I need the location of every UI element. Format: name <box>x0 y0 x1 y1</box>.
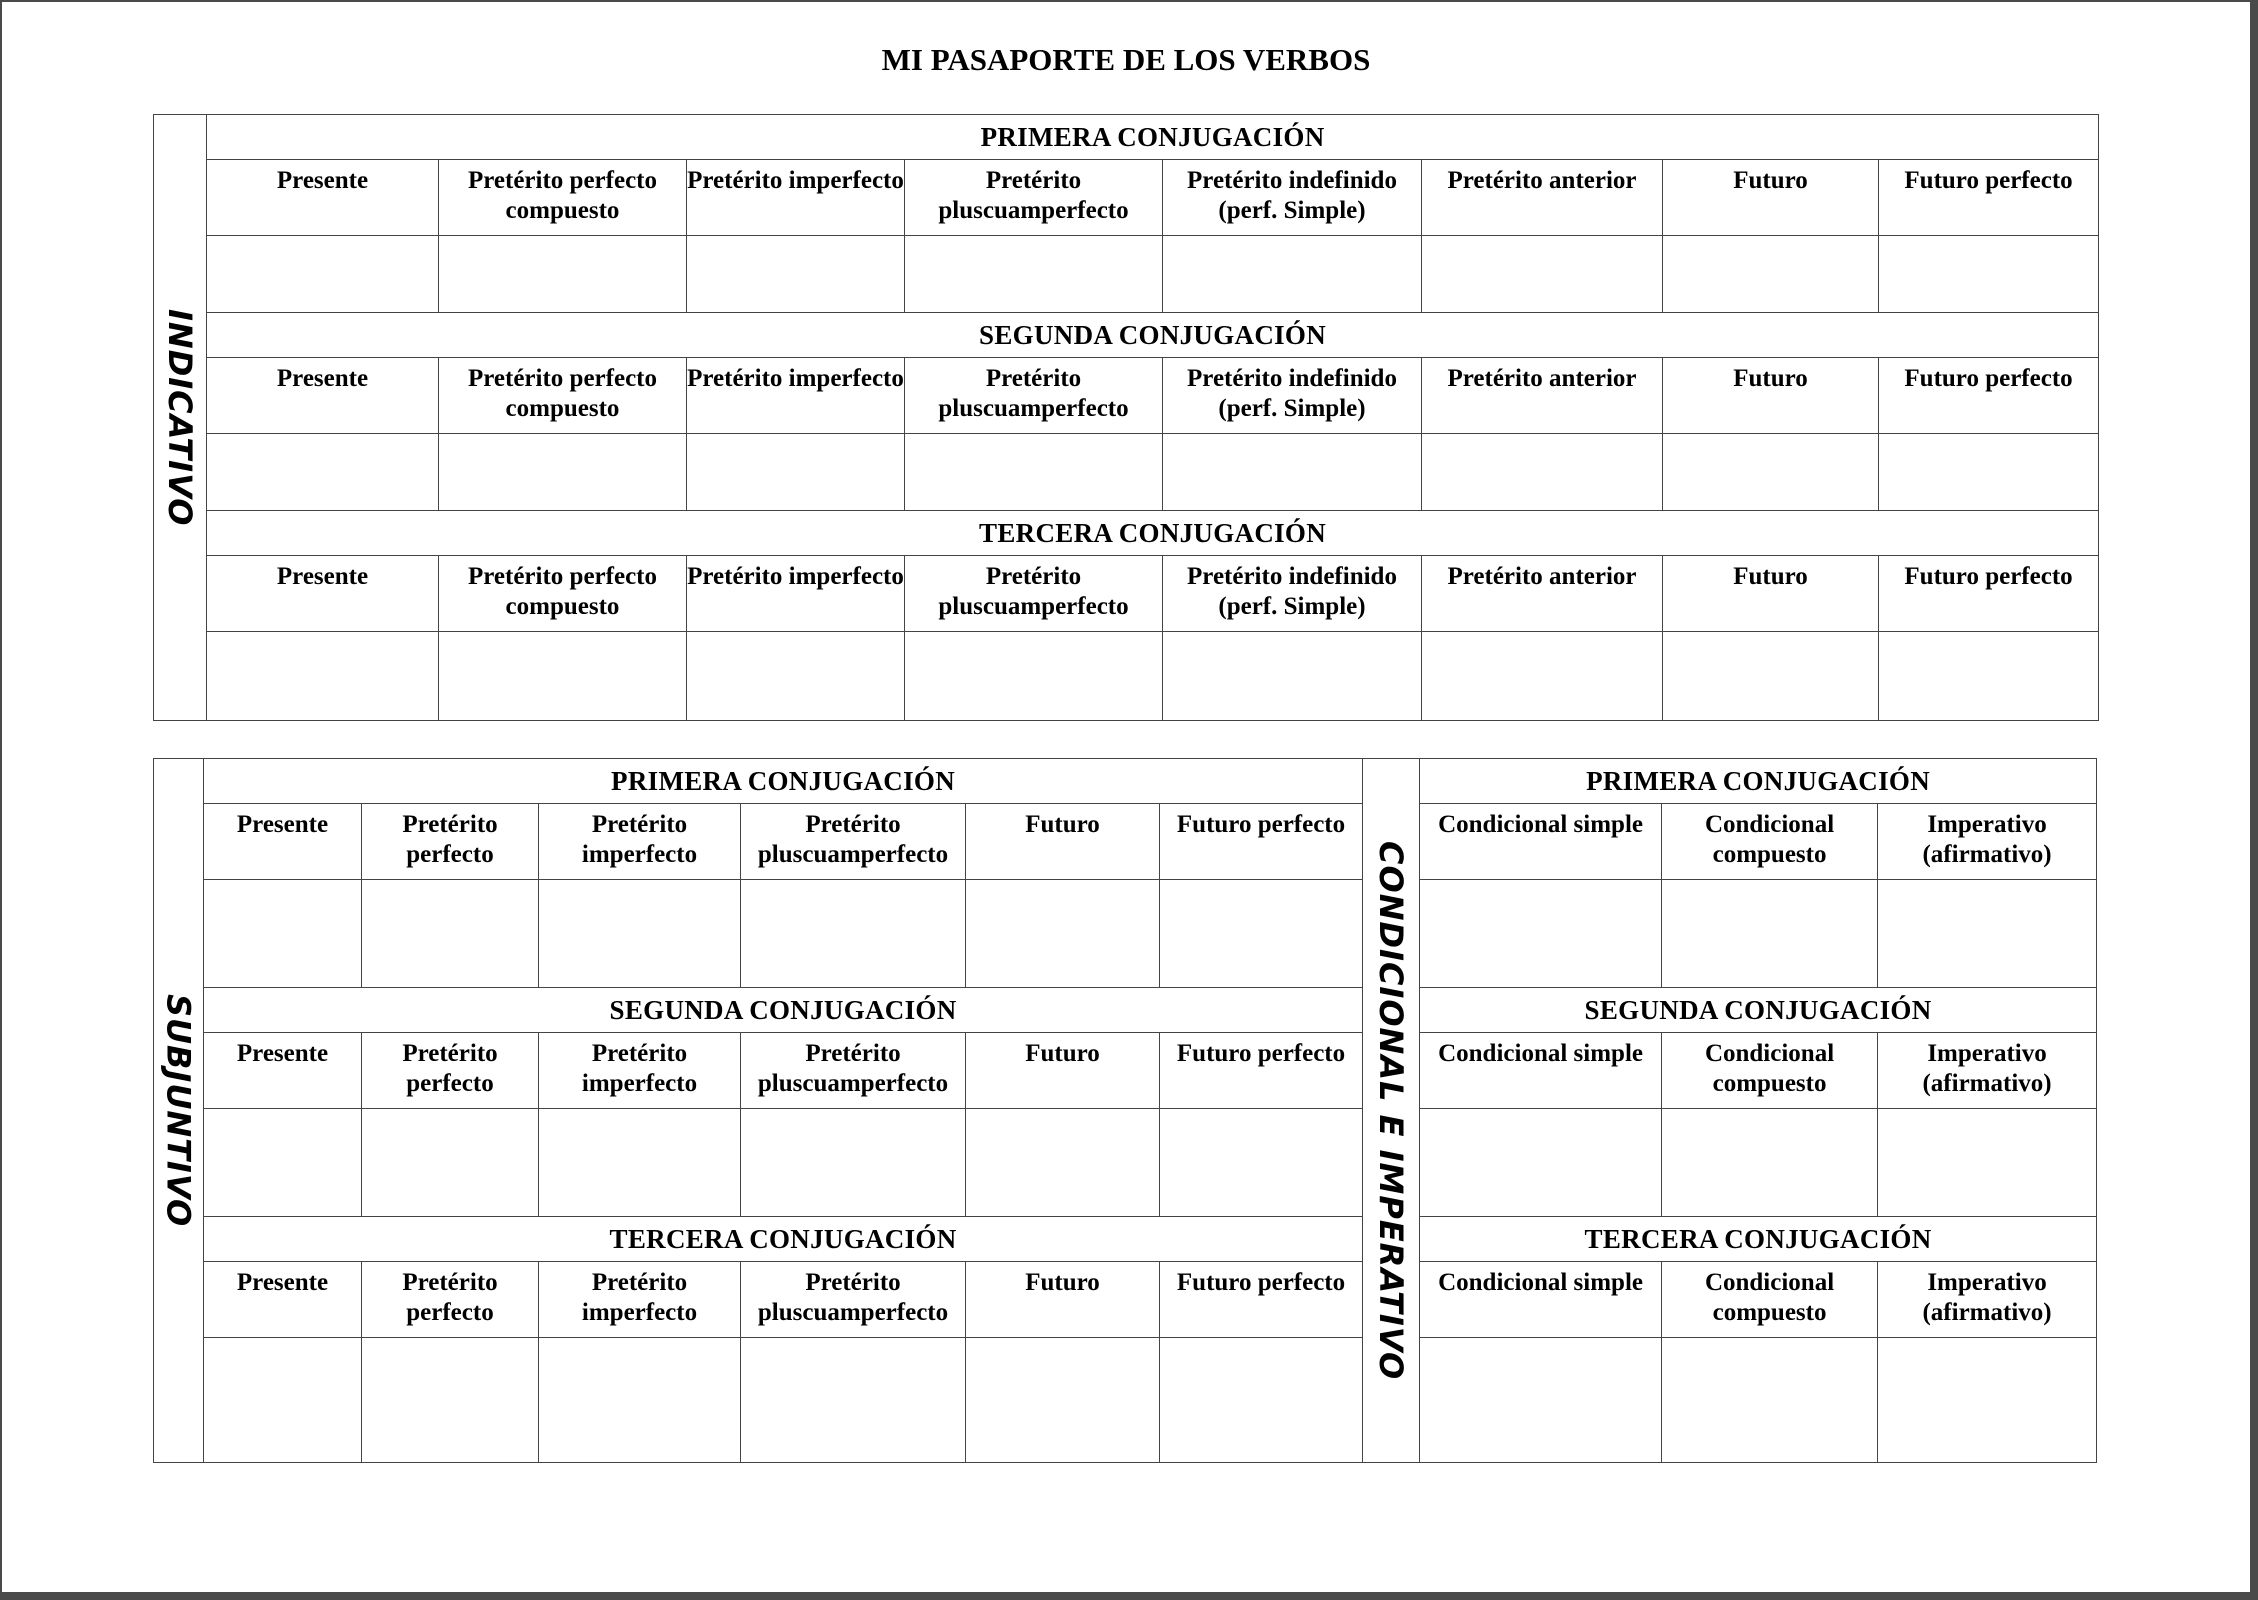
subjuntivo-col-futuro: Futuro <box>966 1262 1160 1338</box>
indicativo-col-pret-plusc: Pretérito pluscuamperfecto <box>905 556 1163 632</box>
answer-cell[interactable] <box>1663 632 1879 721</box>
indicativo-col-pret-indefinido: Pretérito indefinido (perf. Simple) <box>1163 358 1422 434</box>
answer-cell[interactable] <box>1420 1338 1662 1463</box>
indicativo-side-cell <box>154 115 207 721</box>
subjuntivo-col-pret-perfecto: Pretérito perfecto <box>362 1033 539 1109</box>
answer-cell[interactable] <box>1160 880 1363 988</box>
answer-cell[interactable] <box>966 1109 1160 1217</box>
indicativo-col-pret-perf-comp: Pretérito perfecto compuesto <box>439 160 687 236</box>
answer-cell[interactable] <box>687 236 905 313</box>
condicional-col-compuesto: Condicional compuesto <box>1662 804 1878 880</box>
indicativo-col-pret-perf-comp: Pretérito perfecto compuesto <box>439 358 687 434</box>
subjuntivo-col-futuro: Futuro <box>966 804 1160 880</box>
indicativo-col-pret-imperfecto: Pretérito imperfecto <box>687 160 905 236</box>
answer-cell[interactable] <box>1879 632 2099 721</box>
indicativo-col-pret-perf-comp: Pretérito perfecto compuesto <box>439 556 687 632</box>
indicativo-col-pret-indefinido: Pretérito indefinido (perf. Simple) <box>1163 160 1422 236</box>
indicativo-conj-1-header: PRIMERA CONJUGACIÓN <box>207 115 2099 160</box>
answer-cell[interactable] <box>1878 1338 2097 1463</box>
answer-cell[interactable] <box>741 1109 966 1217</box>
indicativo-conj-3-header: TERCERA CONJUGACIÓN <box>207 511 2099 556</box>
indicativo-col-pret-indefinido: Pretérito indefinido (perf. Simple) <box>1163 556 1422 632</box>
subjuntivo-col-futuro-perfecto: Futuro perfecto <box>1160 1033 1363 1109</box>
indicativo-col-pret-plusc: Pretérito pluscuamperfecto <box>905 358 1163 434</box>
answer-cell[interactable] <box>1879 434 2099 511</box>
answer-cell[interactable] <box>966 880 1160 988</box>
subjuntivo-col-pret-imperfecto: Pretérito imperfecto <box>539 804 741 880</box>
subjuntivo-label: SUBJUNTIVO <box>159 993 198 1228</box>
subjuntivo-col-pret-perfecto: Pretérito perfecto <box>362 804 539 880</box>
condicional-col-simple: Condicional simple <box>1420 1262 1662 1338</box>
answer-cell[interactable] <box>539 880 741 988</box>
condicional-col-compuesto: Condicional compuesto <box>1662 1033 1878 1109</box>
answer-cell[interactable] <box>1160 1338 1363 1463</box>
subjuntivo-conj-2-header: SEGUNDA CONJUGACIÓN <box>204 988 1363 1033</box>
answer-cell[interactable] <box>1662 1109 1878 1217</box>
answer-cell[interactable] <box>539 1338 741 1463</box>
subjuntivo-col-futuro-perfecto: Futuro perfecto <box>1160 1262 1363 1338</box>
indicativo-col-pret-plusc: Pretérito pluscuamperfecto <box>905 160 1163 236</box>
condicional-col-simple: Condicional simple <box>1420 1033 1662 1109</box>
page-title: MI PASAPORTE DE LOS VERBOS <box>881 42 1371 77</box>
indicativo-col-futuro: Futuro <box>1663 160 1879 236</box>
answer-cell[interactable] <box>207 434 439 511</box>
condicional-conj-1-header: PRIMERA CONJUGACIÓN <box>1420 759 2097 804</box>
answer-cell[interactable] <box>439 236 687 313</box>
answer-cell[interactable] <box>741 880 966 988</box>
indicativo-col-futuro-perfecto: Futuro perfecto <box>1879 160 2099 236</box>
subjuntivo-conj-1-header: PRIMERA CONJUGACIÓN <box>204 759 1363 804</box>
imperativo-col-afirmativo: Imperativo (afirmativo) <box>1878 804 2097 880</box>
subjuntivo-col-futuro: Futuro <box>966 1033 1160 1109</box>
answer-cell[interactable] <box>1160 1109 1363 1217</box>
answer-cell[interactable] <box>204 1338 362 1463</box>
condicional-col-compuesto: Condicional compuesto <box>1662 1262 1878 1338</box>
answer-cell[interactable] <box>1422 236 1663 313</box>
subjuntivo-side-cell <box>154 759 204 1463</box>
answer-cell[interactable] <box>1420 880 1662 988</box>
indicativo-table <box>153 114 2099 721</box>
answer-cell[interactable] <box>1663 434 1879 511</box>
answer-cell[interactable] <box>1163 434 1422 511</box>
subjuntivo-col-pret-perfecto: Pretérito perfecto <box>362 1262 539 1338</box>
indicativo-col-futuro-perfecto: Futuro perfecto <box>1879 556 2099 632</box>
subjuntivo-col-presente: Presente <box>204 804 362 880</box>
answer-cell[interactable] <box>1878 880 2097 988</box>
condicional-col-simple: Condicional simple <box>1420 804 1662 880</box>
subjuntivo-col-pret-imperfecto: Pretérito imperfecto <box>539 1033 741 1109</box>
answer-cell[interactable] <box>362 880 539 988</box>
answer-cell[interactable] <box>204 1109 362 1217</box>
answer-cell[interactable] <box>687 434 905 511</box>
answer-cell[interactable] <box>1422 434 1663 511</box>
subjuntivo-condicional-table <box>153 758 2097 1463</box>
imperativo-col-afirmativo: Imperativo (afirmativo) <box>1878 1033 2097 1109</box>
answer-cell[interactable] <box>362 1338 539 1463</box>
subjuntivo-col-pret-plusc: Pretérito pluscuamperfecto <box>741 804 966 880</box>
subjuntivo-col-pret-plusc: Pretérito pluscuamperfecto <box>741 1033 966 1109</box>
subjuntivo-col-presente: Presente <box>204 1262 362 1338</box>
indicativo-col-presente: Presente <box>207 358 439 434</box>
answer-cell[interactable] <box>1879 236 2099 313</box>
answer-cell[interactable] <box>1420 1109 1662 1217</box>
indicativo-col-pret-anterior: Pretérito anterior <box>1422 160 1663 236</box>
answer-cell[interactable] <box>687 632 905 721</box>
indicativo-col-pret-imperfecto: Pretérito imperfecto <box>687 358 905 434</box>
answer-cell[interactable] <box>1163 632 1422 721</box>
subjuntivo-col-presente: Presente <box>204 1033 362 1109</box>
subjuntivo-conj-3-header: TERCERA CONJUGACIÓN <box>204 1217 1363 1262</box>
answer-cell[interactable] <box>905 236 1163 313</box>
indicativo-col-futuro: Futuro <box>1663 358 1879 434</box>
answer-cell[interactable] <box>1878 1109 2097 1217</box>
imperativo-col-afirmativo: Imperativo (afirmativo) <box>1878 1262 2097 1338</box>
answer-cell[interactable] <box>1422 632 1663 721</box>
answer-cell[interactable] <box>1662 880 1878 988</box>
condicional-conj-3-header: TERCERA CONJUGACIÓN <box>1420 1217 2097 1262</box>
condicional-conj-2-header: SEGUNDA CONJUGACIÓN <box>1420 988 2097 1033</box>
answer-cell[interactable] <box>1663 236 1879 313</box>
indicativo-col-futuro: Futuro <box>1663 556 1879 632</box>
subjuntivo-col-pret-imperfecto: Pretérito imperfecto <box>539 1262 741 1338</box>
worksheet-page <box>2 2 2250 1592</box>
condicional-side-cell <box>1363 759 1420 1463</box>
answer-cell[interactable] <box>1163 236 1422 313</box>
subjuntivo-col-futuro-perfecto: Futuro perfecto <box>1160 804 1363 880</box>
answer-cell[interactable] <box>741 1338 966 1463</box>
answer-cell[interactable] <box>439 632 687 721</box>
indicativo-col-presente: Presente <box>207 556 439 632</box>
indicativo-col-presente: Presente <box>207 160 439 236</box>
answer-cell[interactable] <box>439 434 687 511</box>
answer-cell[interactable] <box>207 632 439 721</box>
answer-cell[interactable] <box>362 1109 539 1217</box>
indicativo-col-pret-imperfecto: Pretérito imperfecto <box>687 556 905 632</box>
answer-cell[interactable] <box>905 632 1163 721</box>
indicativo-col-pret-anterior: Pretérito anterior <box>1422 358 1663 434</box>
indicativo-label: INDICATIVO <box>161 308 199 527</box>
subjuntivo-col-pret-plusc: Pretérito pluscuamperfecto <box>741 1262 966 1338</box>
answer-cell[interactable] <box>1662 1338 1878 1463</box>
answer-cell[interactable] <box>207 236 439 313</box>
answer-cell[interactable] <box>539 1109 741 1217</box>
condicional-label: CONDICIONAL E IMPERATIVO <box>1372 840 1411 1381</box>
indicativo-conj-2-header: SEGUNDA CONJUGACIÓN <box>207 313 2099 358</box>
indicativo-col-pret-anterior: Pretérito anterior <box>1422 556 1663 632</box>
answer-cell[interactable] <box>905 434 1163 511</box>
answer-cell[interactable] <box>204 880 362 988</box>
answer-cell[interactable] <box>966 1338 1160 1463</box>
indicativo-col-futuro-perfecto: Futuro perfecto <box>1879 358 2099 434</box>
